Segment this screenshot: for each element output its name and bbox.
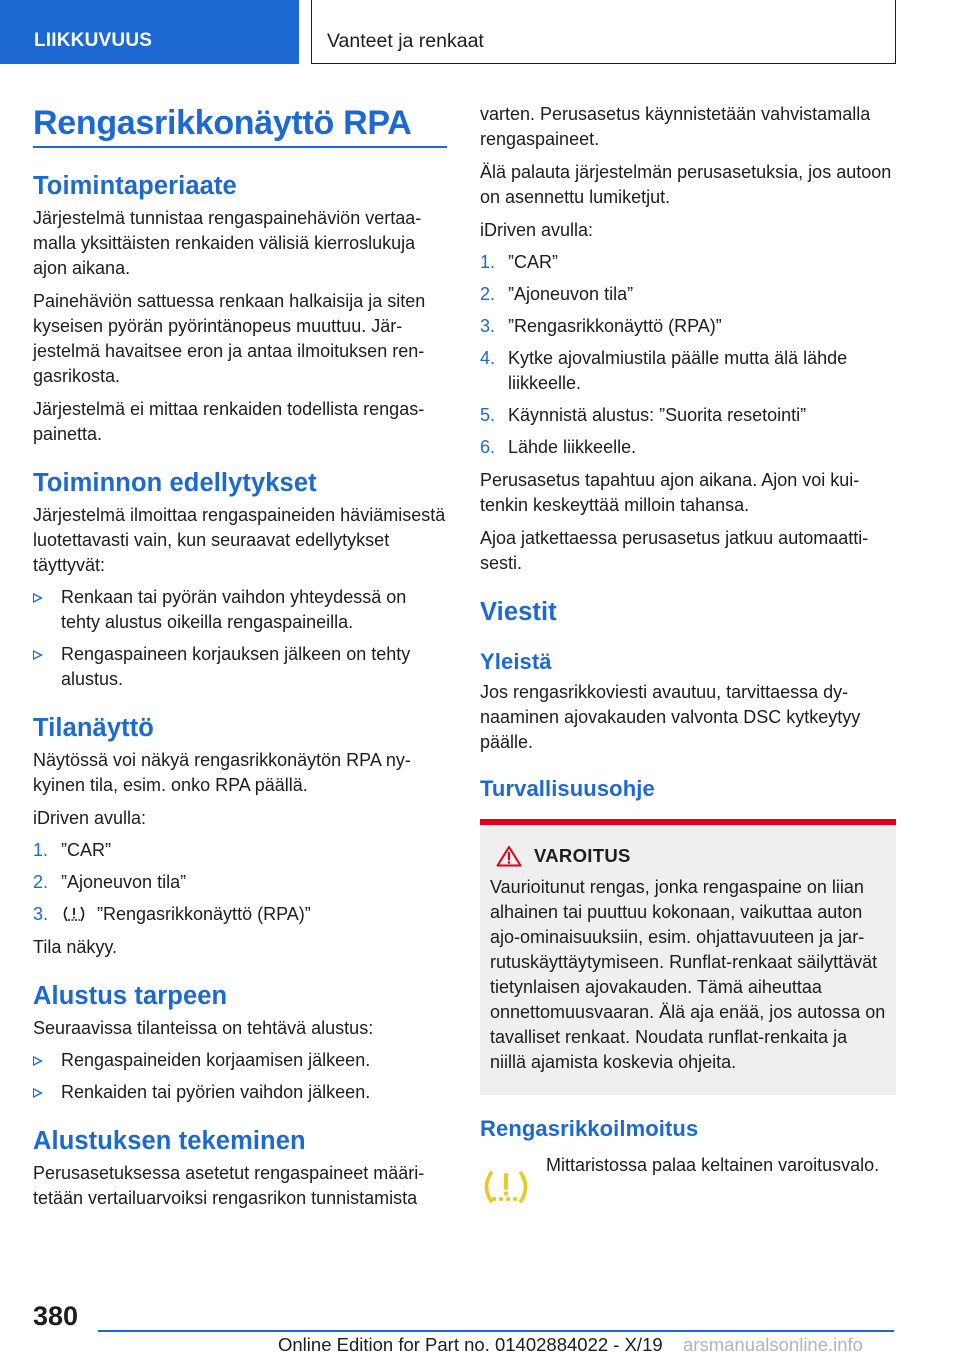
list-item: 6. Lähde liikkeelle. <box>480 437 637 457</box>
triangle-bullet-icon <box>33 1088 43 1098</box>
list-item: 2. ”Ajoneuvon tila” <box>480 284 634 304</box>
footer-edition: Online Edition for Part no. 01402884022 - X/19 <box>278 1334 663 1355</box>
paragraph: Mittaristossa palaa keltainen varoitusvalo. <box>546 1155 880 1175</box>
paragraph: Näytössä voi näkyä rengasrikkonäytön RPA nykyinen tila, esim. onko RPA päällä. <box>33 750 411 795</box>
tire-warning-icon <box>61 904 87 924</box>
list-item: Rengaspaineiden korjaamisen jälkeen. <box>33 1048 449 1073</box>
list-item: Renkaan tai pyörän vaihdon yhteydessä on tehty alustus oikeilla rengaspaineilla. <box>33 585 449 635</box>
list-item: 1. ”CAR” <box>480 252 558 272</box>
watermark: arsmanualsonline.info <box>683 1334 863 1355</box>
heading-yleista: Yleistä <box>480 649 552 674</box>
paragraph: Jos rengasrikkoviesti avautuu, tarvittaessa dynaaminen ajovakauden valvonta DSC kytkeytyy päälle. <box>480 682 861 752</box>
warning-header <box>490 845 886 867</box>
paragraph: Seuraavissa tilanteissa on tehtävä alustus: <box>33 1018 374 1038</box>
footer-divider <box>98 1330 894 1332</box>
list-item: Rengaspaineen korjauksen jälkeen on tehty alustus. <box>33 642 449 692</box>
heading-turvallisuusohje: Turvallisuusohje <box>480 776 655 801</box>
page-number: 380 <box>33 1301 79 1331</box>
paragraph: Perusasetus tapahtuu ajon aikana. Ajon voi kuitenkin keskeyttää milloin tahansa. <box>480 470 860 515</box>
header-section-tab <box>0 0 299 64</box>
bullet-list <box>33 1048 449 1105</box>
warning-triangle-icon <box>496 845 522 867</box>
header-chapter-label: Vanteet ja renkaat <box>327 30 484 52</box>
title-divider <box>33 146 447 148</box>
paragraph: varten. Perusasetus käynnistetään vahvistamalla rengaspaineet. <box>480 104 871 149</box>
paragraph: Tila näkyy. <box>33 937 118 957</box>
header-section-label: LIIKKUVUUS <box>34 30 153 51</box>
paragraph: iDriven avulla: <box>33 808 147 828</box>
step-list <box>33 838 449 927</box>
warning-text: Vaurioitunut rengas, jonka rengaspaine on liian alhainen tai puuttuu kokonaan, vaikuttaa auton ajo-ominaisuuksiin, esim. ohjattavuuteen ja jarrutuskäyttäytymiseen. Runflat-renkaat säilyttävät tietynlaisen ajovakauden. Tämä aiheuttaa onnettomuusvaaran. Älä aja enää, jos autossa on tavalliset renkaat. Noudata runflat-renkaita ja niillä ajamista koskevia ohjeita. <box>490 877 886 1072</box>
list-item: 5. Käynnistä alustus: ”Suorita resetointi” <box>480 405 807 425</box>
heading-toimintaperiaate: Toimintaperiaate <box>33 172 237 200</box>
warning-box <box>480 819 896 1095</box>
paragraph: Perusasetuksessa asetetut rengaspaineet määritetään vertailuarvoiksi rengasrikon tunnistamista <box>33 1163 425 1208</box>
paragraph: iDriven avulla: <box>480 220 594 240</box>
triangle-bullet-icon <box>33 1056 43 1066</box>
heading-viestit: Viestit <box>480 598 557 626</box>
triangle-bullet-icon <box>33 650 43 660</box>
bullet-list <box>33 585 449 692</box>
paragraph: Järjestelmä tunnistaa rengaspainehäviön vertaamalla yksittäisten renkaiden välisiä kierroslukuja ajon aikana. <box>33 208 422 278</box>
paragraph: Järjestelmä ilmoittaa rengaspaineiden häviämisestä luotettavasti vain, kun seuraavat edellytykset täyttyvät: <box>33 505 446 575</box>
paragraph: Järjestelmä ei mittaa renkaiden todellista rengaspainetta. <box>33 399 425 444</box>
page-title: Rengasrikkonäyttö RPA <box>33 104 412 142</box>
warning-label: VAROITUS <box>534 845 631 866</box>
list-item: 2. ”Ajoneuvon tila” <box>33 872 187 892</box>
list-item: 3. ”Rengasrikkonäyttö (RPA)” <box>480 316 722 336</box>
paragraph: Painehäviön sattuessa renkaan halkaisija ja siten kyseisen pyörän pyörintänopeus muuttuu. Järjestelmä havaitsee eron ja antaa ilmoituksen rengasrikosta. <box>33 291 426 386</box>
indicator-row <box>480 1153 896 1223</box>
heading-tilanaytto: Tilanäyttö <box>33 714 154 742</box>
paragraph: Älä palauta järjestelmän perusasetuksia, jos autoon on asennettu lumiketjut. <box>480 162 892 207</box>
heading-alustuksen-tekeminen: Alustuksen tekeminen <box>33 1127 306 1155</box>
tire-pressure-warning-icon <box>480 1167 532 1207</box>
step-list <box>480 250 896 460</box>
header-chapter-tab <box>311 0 896 64</box>
heading-rengasrikkoilmoitus: Rengasrikkoilmoitus <box>480 1116 699 1141</box>
list-item: 4. Kytke ajovalmiustila päälle mutta älä lähde liikkeelle. <box>480 348 848 393</box>
list-item: Renkaiden tai pyörien vaihdon jälkeen. <box>33 1080 449 1105</box>
paragraph: Ajoa jatkettaessa perusasetus jatkuu automaattisesti. <box>480 528 869 573</box>
left-column <box>33 170 449 1211</box>
list-item: 1. ”CAR” <box>33 840 111 860</box>
triangle-bullet-icon <box>33 593 43 603</box>
heading-alustus-tarpeen: Alustus tarpeen <box>33 982 228 1010</box>
right-column <box>480 102 896 1223</box>
heading-edellytykset: Toiminnon edellytykset <box>33 469 317 497</box>
list-item: 3. ”Rengasrikkonäyttö (RPA)” <box>33 904 311 924</box>
